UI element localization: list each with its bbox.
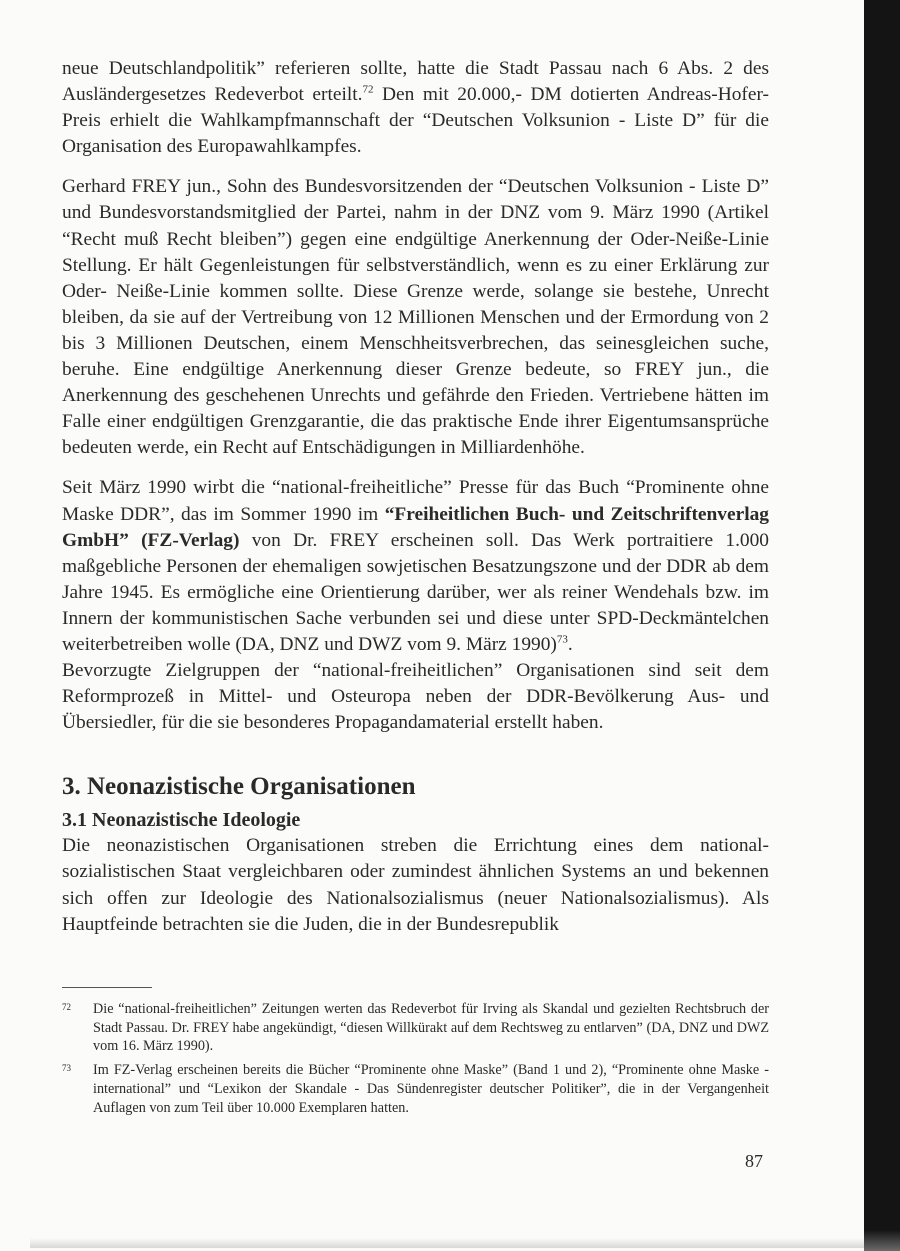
paragraph-3-text-c: .: [567, 633, 573, 655]
paragraph-3: [62, 475, 769, 658]
footnote-text: Im FZ-Verlag erscheinen bereits die Bücher “Prominente ohne Maske” (Band 1 und 2), “Prominente ohne Maske - international” und “Lexikon der Skandale - Das Sündenregister deutscher Politiker”, die in der Vergangenheit Auflagen von zum Teil über 10.000 Exemplaren hatten.: [93, 1062, 769, 1116]
paragraph-1: [62, 56, 769, 160]
page-body: [62, 56, 769, 938]
paragraph-3-text-b: von Dr. FREY erscheinen soll. Das Werk portraitiere 1.000 maßgebliche Personen der ehemaligen sowjetischen Besatzungszone und der DDR ab dem Jahre 1945. Es ermögliche eine Orientierung darüber, wer als reiner Wendehals bzw. im Innern der kommunistischen Sache verbunden sei und diese unter SPD-Deckmäntelchen weiterbetreiben wolle (DA, DNZ und DWZ vom 9. März 1990): [62, 529, 769, 655]
scan-bottom-shadow: [30, 1238, 864, 1248]
footnote-divider: [62, 987, 152, 988]
scan-edge-fade: [864, 1230, 900, 1251]
paragraph-1-text-a: neue Deutschlandpolitik” referieren sollte, hatte die Stadt Passau nach 6 Abs. 2 des Ausländergesetzes Redeverbot erteilt.: [62, 58, 769, 106]
footnote-mark: 73: [62, 1063, 71, 1074]
publisher-name: “Freiheitlichen Buch- und Zeitschriftenverlag GmbH” (FZ-Verlag): [62, 503, 769, 551]
footnote-ref-73[interactable]: 73: [556, 633, 568, 646]
footnote-mark: 72: [62, 1002, 71, 1012]
paragraph-1-text-b: Den mit 20.000,- DM dotierten Andreas-Hofer-Preis erhielt die Wahlkampfmannschaft der “Deutschen Volksunion - Liste D” für die Organisation des Europawahlkampfes.: [62, 84, 769, 158]
footnote-72: [62, 1000, 769, 1056]
subsection-heading: 3.1 Neonazistische Ideologie: [62, 809, 301, 832]
footnote-ref-72[interactable]: 72: [362, 83, 374, 96]
paragraph-3-text-a: Seit März 1990 wirbt die “national-freiheitliche” Presse für das Buch “Prominente ohne Maske DDR”, das im Sommer 1990 im: [62, 477, 769, 525]
footnote-73: [62, 1061, 769, 1117]
paragraph-2: Gerhard FREY jun., Sohn des Bundesvorsitzenden der “Deutschen Volksunion - Liste D” und Bundesvorstandsmitglied der Partei, nahm in der DNZ vom 9. März 1990 (Artikel “Recht muß Recht bleiben”) gegen eine endgültige Anerkennung der Oder-Neiße-Linie Stellung. Er hält Gegenleistungen für selbstverständlich, wenn es zu einer Erklärung zur Oder- Neiße-Linie kommen sollte. Diese Grenze werde, solange sie bestehe, Unrecht bleiben, da sie auf der Vertreibung von 12 Millionen Menschen und der Ermordung von 2 bis 3 Millionen Deutschen, einem Menschheitsverbrechen, das seinesgleichen suche, beruhe. Eine endgültige Anerkennung dieser Grenze bedeute, so FREY jun., die Anerkennung des geschehenen Unrechts und gefährde den Frieden. Vertriebene hätten im Falle einer endgültigen Grenzgarantie, die das praktische Ende ihrer Eigentumsansprüche bedeuten werde, ein Recht auf Entschädigungen in Milliardenhöhe.: [62, 176, 769, 459]
footnotes: [62, 1000, 769, 1122]
scan-edge-shadow: [864, 0, 900, 1230]
page-number: 87: [745, 1151, 763, 1171]
paragraph-4: Bevorzugte Zielgruppen der “national-freiheitlichen” Organisationen sind seit dem Reformprozeß in Mittel- und Osteuropa neben der DDR-Bevölkerung Aus- und Übersiedler, für die sie besonderes Propagandamaterial erstellt haben.: [62, 660, 769, 734]
footnote-text: Die “national-freiheitlichen” Zeitungen werten das Redeverbot für Irving als Skandal und gezielten Rechtsbruch der Stadt Passau. Dr. FREY habe angekündigt, “diesen Willkürakt auf dem Rechtsweg zu entlarven” (DA, DNZ und DWZ vom 16. März 1990).: [93, 1001, 769, 1055]
paragraph-5: Die neonazistischen Organisationen streben die Errichtung eines dem nationalsozialistischen Staat vergleichbaren oder zumindest ähnlichen Systems an und bekennen sich offen zur Ideologie des Nationalsozialismus (neuer Nationalsozialismus). Als Hauptfeinde betrachten sie die Juden, die in der Bundesrepublik: [62, 835, 769, 935]
section-heading: 3. Neonazistische Organisationen: [62, 773, 416, 801]
